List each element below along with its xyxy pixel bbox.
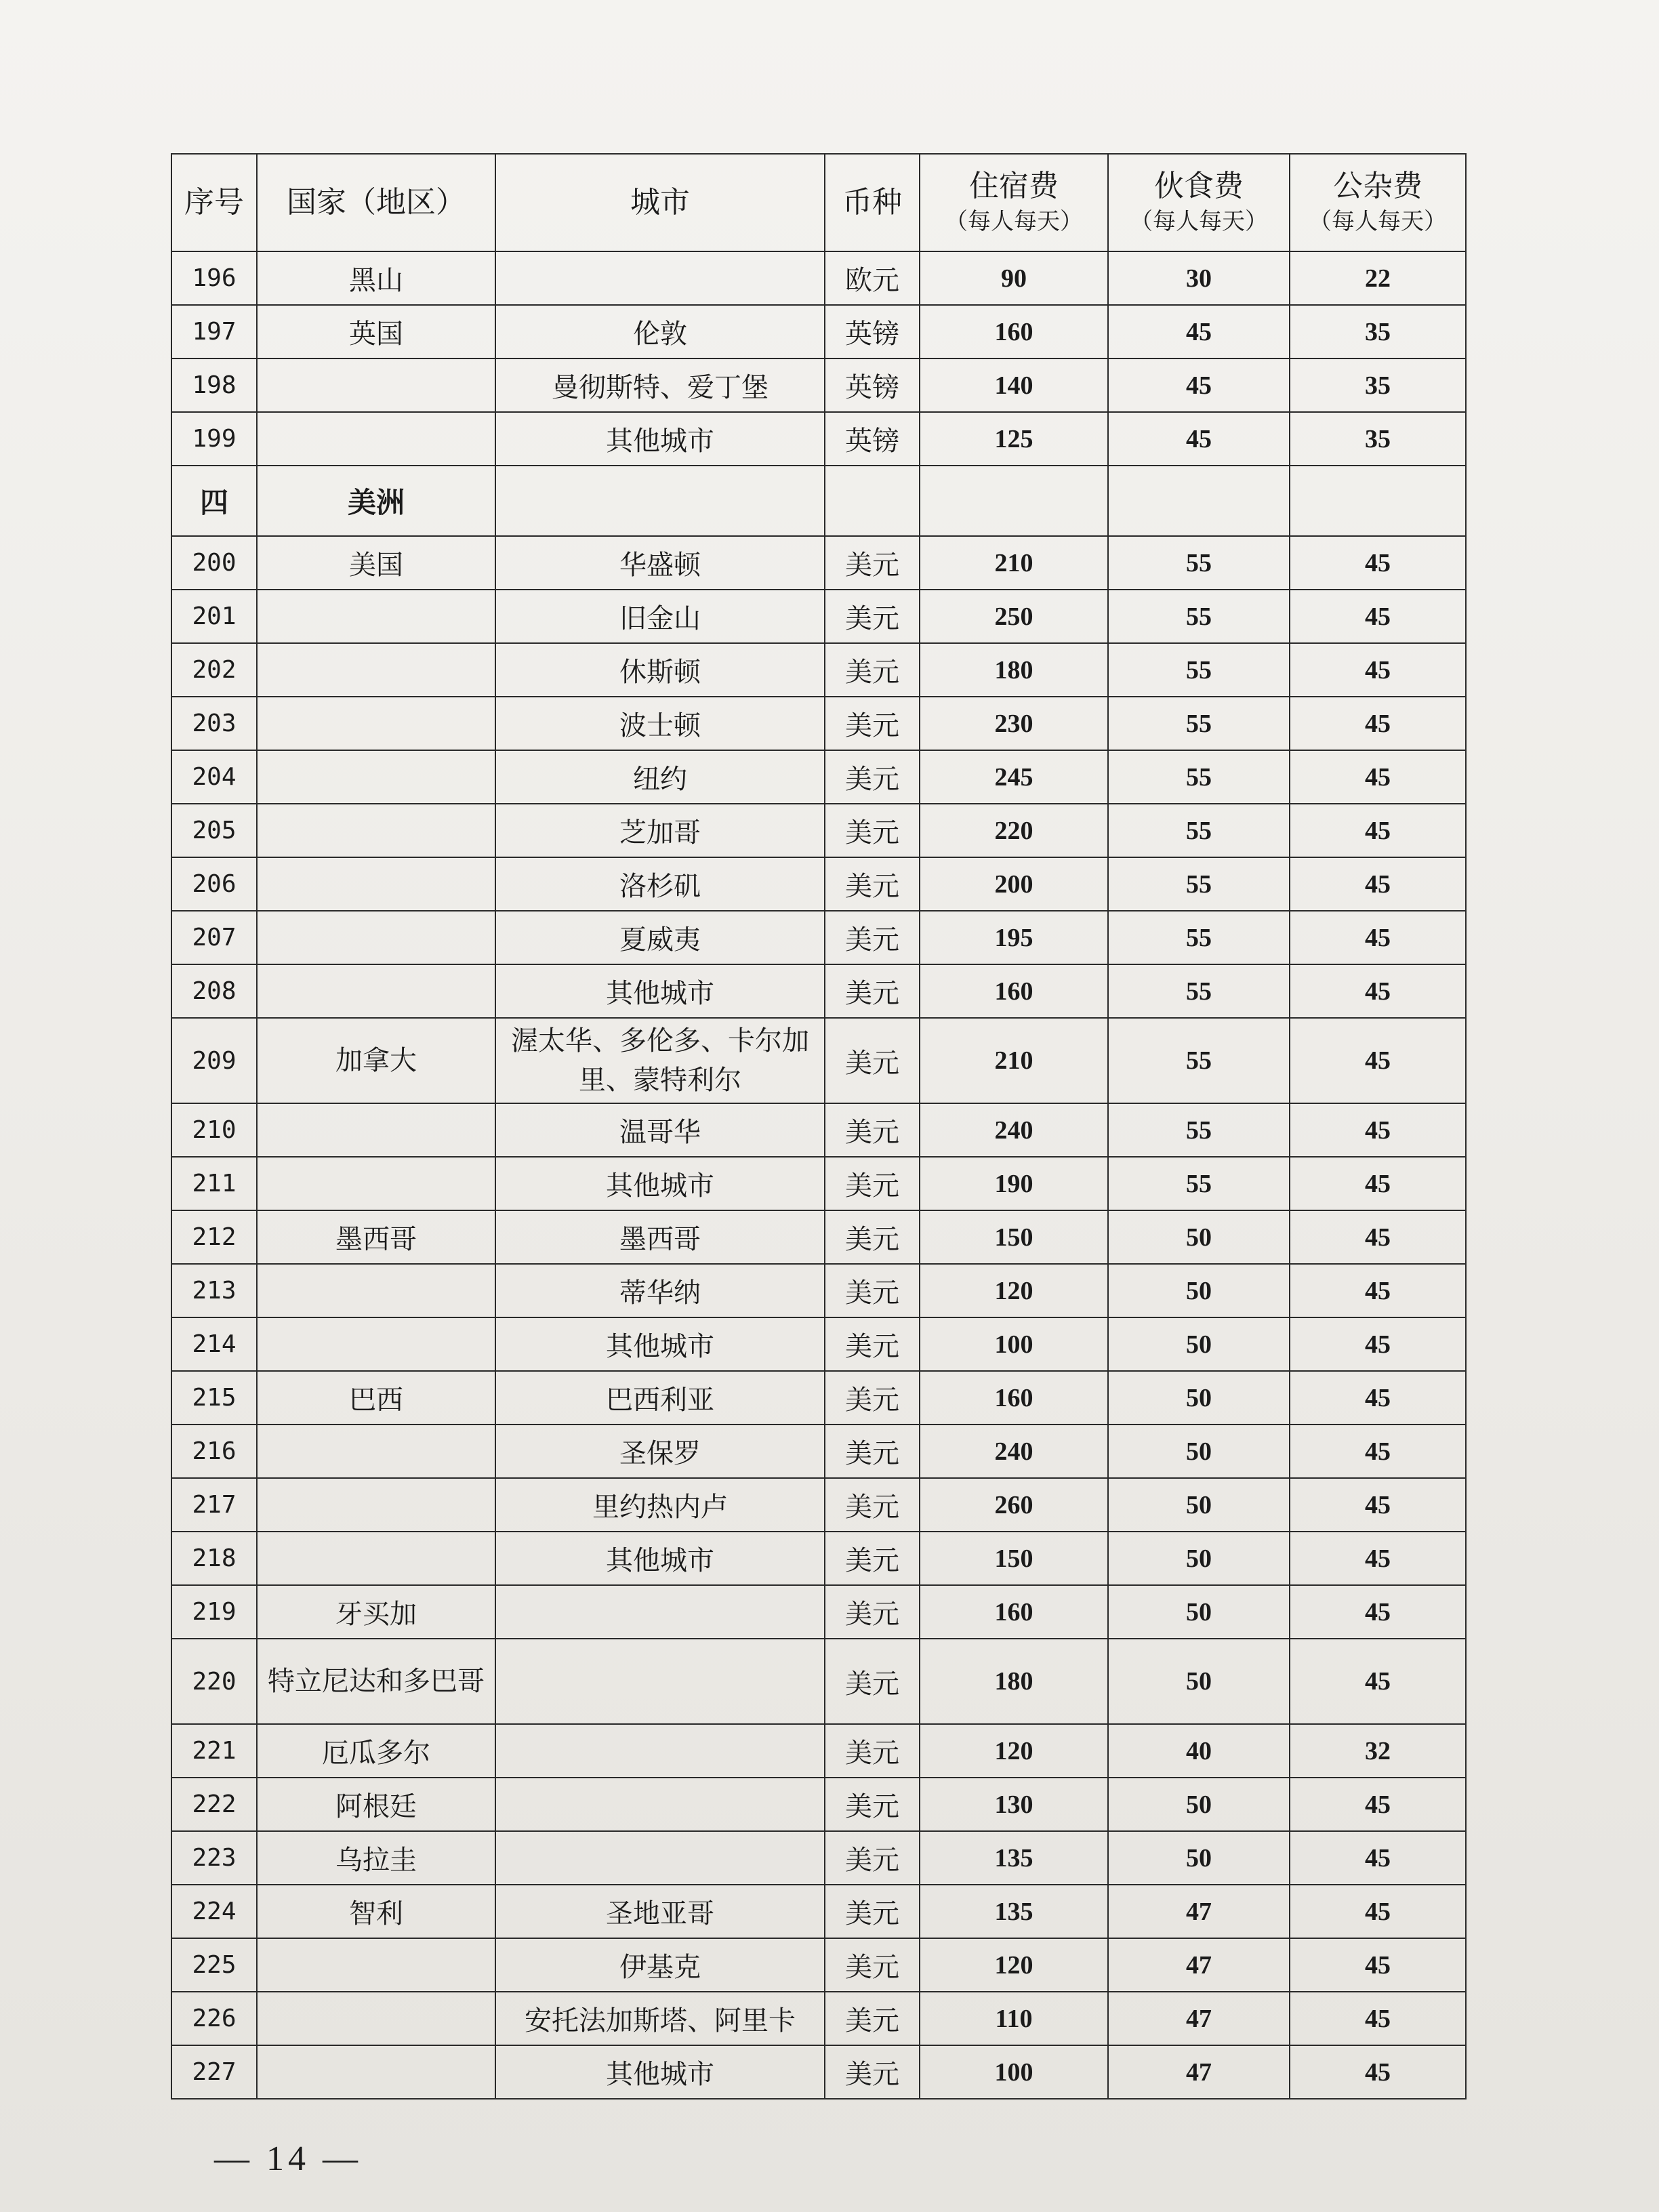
- table-row: [171, 359, 1466, 412]
- cell-currency: 美元: [825, 1639, 920, 1724]
- cell-city: 旧金山: [495, 590, 825, 643]
- cell-city: 温哥华: [495, 1103, 825, 1157]
- cell-currency: 英镑: [825, 359, 920, 412]
- cell-city: 夏威夷: [495, 911, 825, 964]
- cell-no: 215: [171, 1371, 257, 1425]
- cell-lodging: 135: [920, 1885, 1108, 1938]
- cell-city: 伦敦: [495, 305, 825, 359]
- cell-food: 45: [1108, 305, 1290, 359]
- cell-lodging: 160: [920, 1371, 1108, 1425]
- cell-currency: 美元: [825, 1992, 920, 2045]
- cell-currency: 美元: [825, 1317, 920, 1371]
- cell-currency: 美元: [825, 1532, 920, 1585]
- cell-no: 199: [171, 412, 257, 466]
- cell-food: 40: [1108, 1724, 1290, 1778]
- cell-misc: 45: [1290, 1992, 1466, 2045]
- cell-misc: 45: [1290, 1532, 1466, 1585]
- cell-no: 221: [171, 1724, 257, 1778]
- cell-city: [495, 251, 825, 305]
- cell-country: 美国: [257, 536, 495, 590]
- table-header-row: [171, 154, 1466, 251]
- cell-country: 厄瓜多尔: [257, 1724, 495, 1778]
- cell-food: 55: [1108, 1018, 1290, 1103]
- cell-food: 55: [1108, 1103, 1290, 1157]
- empty-cell: [1290, 466, 1466, 536]
- cell-food: 55: [1108, 697, 1290, 750]
- cell-no: 213: [171, 1264, 257, 1317]
- cell-food: 50: [1108, 1478, 1290, 1532]
- cell-no: 216: [171, 1425, 257, 1478]
- cell-no: 218: [171, 1532, 257, 1585]
- table-row: [171, 536, 1466, 590]
- cell-city: 其他城市: [495, 1317, 825, 1371]
- cell-city: 芝加哥: [495, 804, 825, 857]
- cell-city: 蒂华纳: [495, 1264, 825, 1317]
- cell-city: [495, 1831, 825, 1885]
- cell-country: [257, 590, 495, 643]
- cell-lodging: 250: [920, 590, 1108, 643]
- cell-no: 203: [171, 697, 257, 750]
- cell-currency: 美元: [825, 2045, 920, 2099]
- cell-lodging: 160: [920, 305, 1108, 359]
- empty-cell: [1108, 466, 1290, 536]
- table-row: [171, 857, 1466, 911]
- cell-misc: 45: [1290, 911, 1466, 964]
- table-row: [171, 1264, 1466, 1317]
- table-row: [171, 1210, 1466, 1264]
- cell-lodging: 125: [920, 412, 1108, 466]
- cell-no: 204: [171, 750, 257, 804]
- cell-currency: 美元: [825, 1103, 920, 1157]
- cell-city: 其他城市: [495, 1157, 825, 1210]
- cell-misc: 45: [1290, 1425, 1466, 1478]
- cell-country: 乌拉圭: [257, 1831, 495, 1885]
- cell-no: 206: [171, 857, 257, 911]
- cell-misc: 35: [1290, 305, 1466, 359]
- cell-lodging: 210: [920, 536, 1108, 590]
- cell-city: 华盛顿: [495, 536, 825, 590]
- cell-country: [257, 1425, 495, 1478]
- header-food: 伙食费 （每人每天）: [1108, 154, 1290, 251]
- cell-country: [257, 1478, 495, 1532]
- cell-currency: 美元: [825, 1831, 920, 1885]
- cell-misc: 45: [1290, 1018, 1466, 1103]
- cell-no: 226: [171, 1992, 257, 2045]
- cell-food: 55: [1108, 750, 1290, 804]
- cell-currency: 美元: [825, 1778, 920, 1831]
- cell-country: [257, 1992, 495, 2045]
- expense-standard-table: [171, 153, 1467, 2100]
- cell-misc: 45: [1290, 1157, 1466, 1210]
- table-row: [171, 1885, 1466, 1938]
- cell-food: 50: [1108, 1778, 1290, 1831]
- cell-misc: 45: [1290, 964, 1466, 1018]
- cell-currency: 美元: [825, 804, 920, 857]
- cell-country: 英国: [257, 305, 495, 359]
- table-row: [171, 1018, 1466, 1103]
- table-row: [171, 305, 1466, 359]
- cell-city: 里约热内卢: [495, 1478, 825, 1532]
- cell-city: 洛杉矶: [495, 857, 825, 911]
- cell-food: 50: [1108, 1831, 1290, 1885]
- cell-lodging: 190: [920, 1157, 1108, 1210]
- cell-misc: 45: [1290, 1264, 1466, 1317]
- table-row: [171, 804, 1466, 857]
- cell-misc: 32: [1290, 1724, 1466, 1778]
- cell-currency: 美元: [825, 1210, 920, 1264]
- cell-food: 50: [1108, 1317, 1290, 1371]
- cell-city: 纽约: [495, 750, 825, 804]
- table-row: [171, 1585, 1466, 1639]
- cell-misc: 45: [1290, 1210, 1466, 1264]
- cell-food: 55: [1108, 964, 1290, 1018]
- cell-country: 特立尼达和多巴哥: [257, 1639, 495, 1724]
- cell-no: 210: [171, 1103, 257, 1157]
- cell-no: 205: [171, 804, 257, 857]
- cell-currency: 英镑: [825, 305, 920, 359]
- cell-currency: 美元: [825, 1585, 920, 1639]
- cell-food: 50: [1108, 1264, 1290, 1317]
- table-row: [171, 1938, 1466, 1992]
- table-row: [171, 1831, 1466, 1885]
- cell-currency: 英镑: [825, 412, 920, 466]
- cell-country: [257, 857, 495, 911]
- cell-no: 202: [171, 643, 257, 697]
- cell-no: 220: [171, 1639, 257, 1724]
- cell-misc: 45: [1290, 1885, 1466, 1938]
- empty-cell: [495, 466, 825, 536]
- cell-lodging: 260: [920, 1478, 1108, 1532]
- cell-no: 198: [171, 359, 257, 412]
- cell-country: [257, 643, 495, 697]
- header-city: 城市: [495, 154, 825, 251]
- cell-country: [257, 359, 495, 412]
- table-row: [171, 1992, 1466, 2045]
- cell-lodging: 210: [920, 1018, 1108, 1103]
- cell-misc: 45: [1290, 697, 1466, 750]
- cell-misc: 45: [1290, 1103, 1466, 1157]
- cell-lodging: 90: [920, 251, 1108, 305]
- cell-misc: 45: [1290, 643, 1466, 697]
- section-title: 美洲: [257, 466, 495, 536]
- cell-misc: 45: [1290, 1478, 1466, 1532]
- header-currency: 币种: [825, 154, 920, 251]
- cell-lodging: 120: [920, 1724, 1108, 1778]
- cell-lodging: 140: [920, 359, 1108, 412]
- cell-food: 30: [1108, 251, 1290, 305]
- cell-city: 墨西哥: [495, 1210, 825, 1264]
- cell-food: 45: [1108, 359, 1290, 412]
- cell-food: 45: [1108, 412, 1290, 466]
- cell-country: [257, 911, 495, 964]
- cell-currency: 美元: [825, 1885, 920, 1938]
- cell-no: 223: [171, 1831, 257, 1885]
- cell-lodging: 135: [920, 1831, 1108, 1885]
- cell-country: 加拿大: [257, 1018, 495, 1103]
- table-row: [171, 412, 1466, 466]
- cell-lodging: 240: [920, 1103, 1108, 1157]
- cell-country: 智利: [257, 1885, 495, 1938]
- cell-misc: 45: [1290, 1831, 1466, 1885]
- cell-lodging: 100: [920, 2045, 1108, 2099]
- cell-city: 渥太华、多伦多、卡尔加里、蒙特利尔: [495, 1018, 825, 1103]
- table-row: [171, 964, 1466, 1018]
- cell-no: 217: [171, 1478, 257, 1532]
- cell-currency: 美元: [825, 750, 920, 804]
- cell-lodging: 100: [920, 1317, 1108, 1371]
- cell-no: 219: [171, 1585, 257, 1639]
- cell-country: [257, 1532, 495, 1585]
- section-number: 四: [171, 466, 257, 536]
- table-row: [171, 1639, 1466, 1724]
- cell-currency: 美元: [825, 1264, 920, 1317]
- cell-country: 墨西哥: [257, 1210, 495, 1264]
- table-row: [171, 1371, 1466, 1425]
- cell-no: 224: [171, 1885, 257, 1938]
- cell-no: 207: [171, 911, 257, 964]
- cell-food: 55: [1108, 804, 1290, 857]
- cell-currency: 美元: [825, 590, 920, 643]
- cell-country: [257, 1157, 495, 1210]
- cell-no: 225: [171, 1938, 257, 1992]
- cell-city: 巴西利亚: [495, 1371, 825, 1425]
- cell-lodging: 150: [920, 1532, 1108, 1585]
- cell-lodging: 240: [920, 1425, 1108, 1478]
- table-row: [171, 1157, 1466, 1210]
- cell-lodging: 220: [920, 804, 1108, 857]
- table-row: [171, 750, 1466, 804]
- cell-country: [257, 1103, 495, 1157]
- header-lodging: 住宿费 （每人每天）: [920, 154, 1108, 251]
- table-row: [171, 1103, 1466, 1157]
- cell-city: 圣地亚哥: [495, 1885, 825, 1938]
- cell-country: [257, 2045, 495, 2099]
- cell-food: 55: [1108, 590, 1290, 643]
- cell-currency: 美元: [825, 643, 920, 697]
- cell-country: 阿根廷: [257, 1778, 495, 1831]
- cell-city: 其他城市: [495, 2045, 825, 2099]
- section-row: [171, 466, 1466, 536]
- empty-cell: [920, 466, 1108, 536]
- cell-no: 197: [171, 305, 257, 359]
- cell-city: 其他城市: [495, 964, 825, 1018]
- cell-country: [257, 1317, 495, 1371]
- table-row: [171, 1317, 1466, 1371]
- cell-city: 其他城市: [495, 412, 825, 466]
- cell-food: 55: [1108, 911, 1290, 964]
- cell-country: 巴西: [257, 1371, 495, 1425]
- cell-no: 212: [171, 1210, 257, 1264]
- cell-currency: 美元: [825, 1157, 920, 1210]
- cell-lodging: 180: [920, 643, 1108, 697]
- cell-lodging: 230: [920, 697, 1108, 750]
- cell-food: 50: [1108, 1371, 1290, 1425]
- cell-lodging: 130: [920, 1778, 1108, 1831]
- table-row: [171, 1425, 1466, 1478]
- header-misc: 公杂费 （每人每天）: [1290, 154, 1466, 251]
- cell-no: 201: [171, 590, 257, 643]
- empty-cell: [825, 466, 920, 536]
- cell-misc: 45: [1290, 1317, 1466, 1371]
- cell-city: 安托法加斯塔、阿里卡: [495, 1992, 825, 2045]
- cell-misc: 22: [1290, 251, 1466, 305]
- cell-lodging: 245: [920, 750, 1108, 804]
- cell-misc: 45: [1290, 750, 1466, 804]
- cell-city: [495, 1724, 825, 1778]
- cell-currency: 美元: [825, 857, 920, 911]
- cell-misc: 35: [1290, 359, 1466, 412]
- cell-country: [257, 412, 495, 466]
- cell-currency: 欧元: [825, 251, 920, 305]
- cell-food: 50: [1108, 1639, 1290, 1724]
- cell-currency: 美元: [825, 1724, 920, 1778]
- cell-no: 211: [171, 1157, 257, 1210]
- cell-food: 55: [1108, 643, 1290, 697]
- cell-country: 牙买加: [257, 1585, 495, 1639]
- cell-no: 200: [171, 536, 257, 590]
- cell-no: 208: [171, 964, 257, 1018]
- cell-food: 55: [1108, 857, 1290, 911]
- cell-no: 214: [171, 1317, 257, 1371]
- cell-lodging: 120: [920, 1938, 1108, 1992]
- cell-country: [257, 1264, 495, 1317]
- cell-currency: 美元: [825, 1018, 920, 1103]
- cell-city: [495, 1585, 825, 1639]
- cell-currency: 美元: [825, 1371, 920, 1425]
- cell-misc: 45: [1290, 1585, 1466, 1639]
- table-row: [171, 590, 1466, 643]
- cell-misc: 45: [1290, 857, 1466, 911]
- cell-food: 55: [1108, 1157, 1290, 1210]
- cell-food: 47: [1108, 1992, 1290, 2045]
- cell-currency: 美元: [825, 1938, 920, 1992]
- cell-lodging: 200: [920, 857, 1108, 911]
- table-row: [171, 1478, 1466, 1532]
- cell-city: 圣保罗: [495, 1425, 825, 1478]
- cell-food: 47: [1108, 1938, 1290, 1992]
- cell-food: 55: [1108, 536, 1290, 590]
- cell-lodging: 160: [920, 1585, 1108, 1639]
- cell-misc: 45: [1290, 804, 1466, 857]
- cell-currency: 美元: [825, 1478, 920, 1532]
- cell-no: 209: [171, 1018, 257, 1103]
- cell-misc: 35: [1290, 412, 1466, 466]
- cell-city: 曼彻斯特、爱丁堡: [495, 359, 825, 412]
- cell-food: 50: [1108, 1585, 1290, 1639]
- cell-misc: 45: [1290, 1639, 1466, 1724]
- cell-currency: 美元: [825, 1425, 920, 1478]
- cell-misc: 45: [1290, 2045, 1466, 2099]
- cell-no: 227: [171, 2045, 257, 2099]
- cell-misc: 45: [1290, 1938, 1466, 1992]
- cell-food: 50: [1108, 1210, 1290, 1264]
- cell-lodging: 160: [920, 964, 1108, 1018]
- cell-country: [257, 750, 495, 804]
- cell-lodging: 120: [920, 1264, 1108, 1317]
- cell-misc: 45: [1290, 1371, 1466, 1425]
- cell-country: [257, 964, 495, 1018]
- table-row: [171, 251, 1466, 305]
- table-row: [171, 1724, 1466, 1778]
- page-number: — 14 —: [214, 2139, 362, 2178]
- cell-country: [257, 1938, 495, 1992]
- cell-food: 50: [1108, 1532, 1290, 1585]
- cell-lodging: 180: [920, 1639, 1108, 1724]
- table-row: [171, 1778, 1466, 1831]
- header-country: 国家（地区）: [257, 154, 495, 251]
- cell-city: [495, 1778, 825, 1831]
- cell-country: [257, 804, 495, 857]
- cell-food: 50: [1108, 1425, 1290, 1478]
- cell-currency: 美元: [825, 964, 920, 1018]
- cell-misc: 45: [1290, 590, 1466, 643]
- cell-city: 其他城市: [495, 1532, 825, 1585]
- table-row: [171, 1532, 1466, 1585]
- cell-country: [257, 697, 495, 750]
- table-body: [171, 251, 1466, 2099]
- cell-misc: 45: [1290, 1778, 1466, 1831]
- cell-food: 47: [1108, 1885, 1290, 1938]
- cell-misc: 45: [1290, 536, 1466, 590]
- cell-country: 黑山: [257, 251, 495, 305]
- table-row: [171, 911, 1466, 964]
- cell-no: 222: [171, 1778, 257, 1831]
- cell-currency: 美元: [825, 697, 920, 750]
- cell-city: 波士顿: [495, 697, 825, 750]
- table-row: [171, 697, 1466, 750]
- cell-city: [495, 1639, 825, 1724]
- cell-lodging: 150: [920, 1210, 1108, 1264]
- header-no: 序号: [171, 154, 257, 251]
- cell-food: 47: [1108, 2045, 1290, 2099]
- cell-city: 休斯顿: [495, 643, 825, 697]
- cell-lodging: 110: [920, 1992, 1108, 2045]
- cell-currency: 美元: [825, 911, 920, 964]
- cell-no: 196: [171, 251, 257, 305]
- cell-city: 伊基克: [495, 1938, 825, 1992]
- cell-lodging: 195: [920, 911, 1108, 964]
- cell-currency: 美元: [825, 536, 920, 590]
- table-row: [171, 2045, 1466, 2099]
- table-row: [171, 643, 1466, 697]
